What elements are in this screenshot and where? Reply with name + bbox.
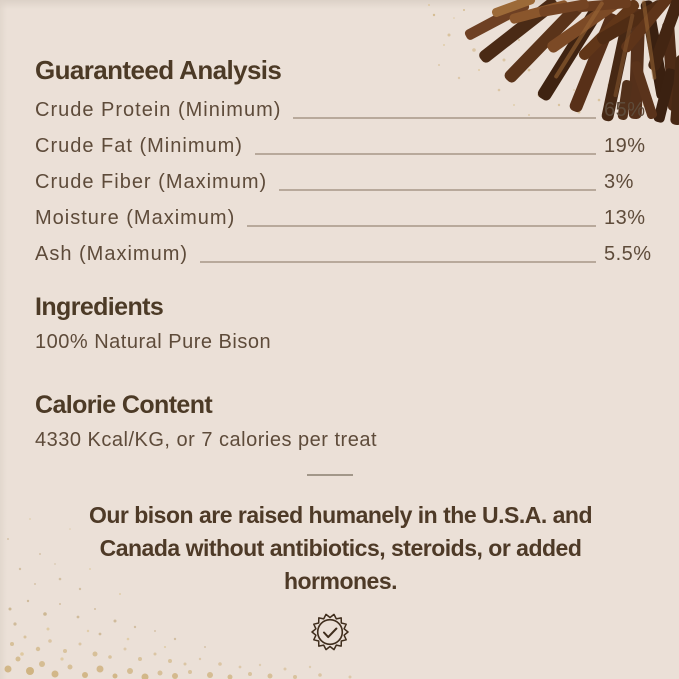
section-divider <box>307 474 353 476</box>
table-row <box>35 164 648 200</box>
table-row <box>35 128 648 164</box>
table-row <box>35 92 648 128</box>
calorie-content-title: Calorie Content <box>35 391 213 419</box>
leader-line <box>255 153 596 155</box>
leader-line <box>200 261 596 263</box>
analysis-value: 65% <box>604 98 646 121</box>
analysis-label: Crude Fiber (Maximum) <box>35 170 268 193</box>
ingredients-text: 100% Natural Pure Bison <box>35 331 272 353</box>
analysis-value: 13% <box>604 206 646 229</box>
analysis-value: 3% <box>604 170 634 193</box>
analysis-value: 5.5% <box>604 242 652 265</box>
table-row <box>35 236 652 272</box>
leader-line <box>279 189 596 191</box>
guaranteed-analysis-table <box>35 92 652 272</box>
analysis-value: 19% <box>604 134 646 157</box>
analysis-label: Ash (Maximum) <box>35 242 189 265</box>
analysis-label: Crude Fat (Minimum) <box>35 134 243 157</box>
leader-line <box>247 225 596 227</box>
seal-check-icon <box>310 612 350 652</box>
ingredients-title: Ingredients <box>35 293 164 321</box>
analysis-label: Crude Protein (Minimum) <box>35 98 282 121</box>
humane-claim-text: Our bison are raised humanely in the U.S.A. and Canada without antibiotics, steroids, or added hormones. <box>88 502 593 594</box>
analysis-label: Moisture (Maximum) <box>35 206 236 229</box>
calorie-content-text: 4330 Kcal/KG, or 7 calories per treat <box>35 429 377 451</box>
guaranteed-analysis-title: Guaranteed Analysis <box>35 55 282 85</box>
table-row <box>35 200 648 236</box>
leader-line <box>293 117 596 119</box>
